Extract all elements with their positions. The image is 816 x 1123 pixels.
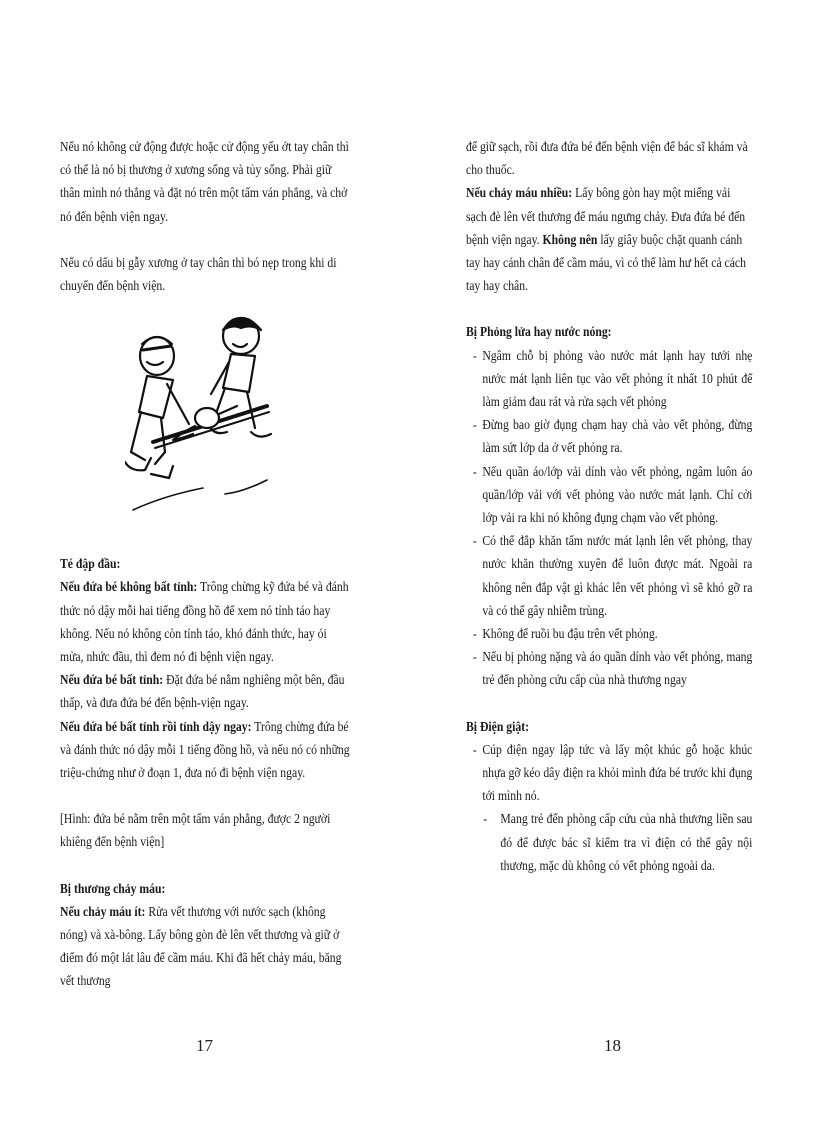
- electric-shock-sublist: [466, 807, 752, 877]
- front-carrier-body: [139, 376, 173, 418]
- page-number-left: 17: [196, 1036, 213, 1055]
- heavy-bleeding-paragraph: Nếu chảy máu nhiều: Lấy bông gòn hay một miếng vải sạch đè lên vết thương để máu ngưng chảy. Đưa đứa bé đến bệnh viện ngay. Không nên lấy giây buộc chặt quanh cánh tay hay cánh chân để cầm máu, vì có thể làm hư hết cả cách tay hay chân.: [466, 185, 746, 294]
- list-item: - Nếu bị phỏng nặng và áo quần dính vào vết phỏng, mang trẻ đến phòng cứu cấp của nhà thương ngay: [466, 645, 752, 691]
- burn-heading: Bị Phỏng lửa hay nước nóng:: [466, 324, 612, 340]
- list-item: - Nếu quần áo/lớp vải dính vào vết phỏng, ngâm luôn áo quần/lớp vải với vết phỏng vào nước mát lạnh. Chỉ cởi lớp vải ra khi nó không đụng chạm vào vết phỏng.: [466, 460, 752, 530]
- child-figure: [195, 408, 219, 428]
- fracture-paragraph: Nếu có dấu bị gẫy xương ở tay chân thì bó nẹp trong khi di chuyển đến bệnh viện.: [60, 254, 337, 294]
- page-number-right: 18: [604, 1036, 621, 1055]
- list-item: - Có thể đắp khăn tẩm nước mát lạnh lên vết phỏng, thay nước khăn thường xuyên để luôn được mát. Ngoài ra không nên đắp vật gì khác lên vết phỏng vì sẽ khó gỡ ra và có thể gây nhiễm trùng.: [466, 529, 752, 622]
- list-item: - Đừng bao giờ đụng chạm hay chà vào vết phỏng, đừng làm sứt lớp da ở vết phỏng ra.: [466, 413, 752, 459]
- bleeding-continued-paragraph: để giữ sạch, rồi đưa đứa bé đến bệnh viện để bác sĩ khám và cho thuốc.: [466, 139, 748, 178]
- spine-injury-paragraph: Nếu nó không cử động được hoặc cử động yếu ớt tay chân thì có thể là nó bị thương ở xương sống và tủy sống. Phải giữ thân mình nó thẳng và đặt nó trên một tấm ván phẳng, và chở nó đến bệnh viện ngay.: [60, 139, 349, 224]
- bleeding-heading: Bị thương chảy máu:: [60, 880, 166, 896]
- list-item: - Không để ruồi bu đậu trên vết phỏng.: [466, 622, 752, 645]
- unconscious-then-wake-paragraph: Nếu đứa bé bất tỉnh rồi tỉnh dậy ngay: Trông chừng đứa bé và đánh thức nó dậy mỗi 1 tiếng đồng hồ, và nếu nó có những triệu-chứng như ở đoạn 1, đưa nó đi bệnh viện ngay.: [60, 718, 350, 781]
- list-item: - Mang trẻ đến phòng cấp cứu của nhà thương liền sau đó để được bác sĩ kiểm tra vì điện có thể gây nội thương, mặc dù không có vết phỏng ngoài da.: [466, 807, 752, 877]
- unconscious-paragraph: Nếu đứa bé bất tỉnh: Đặt đứa bé nằm nghiêng một bên, đầu thấp, và đưa đứa bé đến bệnh-viện ngay.: [60, 672, 345, 711]
- electric-shock-heading: Bị Điện giật:: [466, 718, 530, 734]
- list-item: - Ngâm chỗ bị phỏng vào nước mát lạnh hay tưới nhẹ nước mát lạnh liên tục vào vết phỏng ít nhất 10 phút để làm giảm đau rát và rửa sạch vết phỏng: [466, 344, 752, 414]
- not-unconscious-paragraph: Nếu đứa bé không bất tỉnh: Trông chừng kỹ đứa bé và đánh thức nó dậy mỗi hai tiếng đồng hồ để xem nó tỉnh táo hay không. Nếu nó không còn tỉnh táo, khó đánh thức, hay ói mửa, nhức đầu, thì đem nó đi bệnh viện ngay.: [60, 579, 349, 665]
- right-page-column: [466, 135, 752, 877]
- minor-bleeding-paragraph: Nếu chảy máu ít: Rửa vết thương với nước sạch (không nóng) và xà-bông. Lấy bông gòn đè lên vết thương và giữ ở điểm đó một lát lâu để cầm máu. Khi đã hết chảy máu, băng vết thương: [60, 903, 342, 989]
- head-injury-heading: Té đập đầu:: [60, 556, 121, 572]
- rear-carrier-body: [223, 354, 255, 392]
- electric-shock-list: [466, 738, 752, 808]
- figure-caption: [Hình: đứa bé nằm trên một tấm ván phẳng, được 2 người khiêng đến bệnh viện]: [60, 811, 331, 850]
- list-item: - Cúp điện ngay lập tức và lấy một khúc gỗ hoặc khúc nhựa gỡ kéo dây điện ra khỏi mình đứa bé trước khi đụng tới mình nó.: [466, 738, 752, 808]
- left-page-column: [60, 135, 352, 993]
- burn-list: [466, 344, 752, 692]
- stretcher-illustration: [125, 314, 275, 524]
